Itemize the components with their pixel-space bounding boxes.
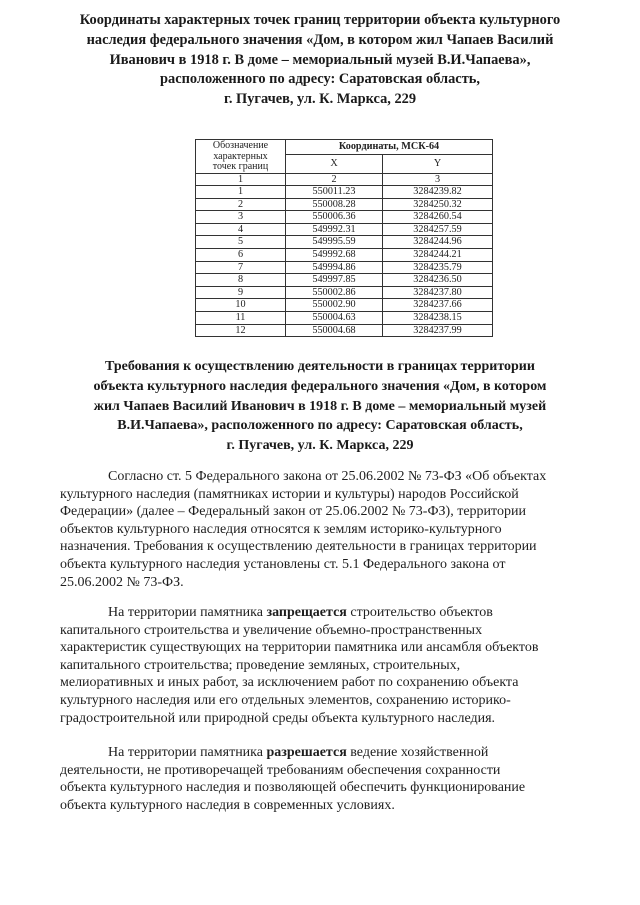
header-line: характерных bbox=[213, 150, 268, 162]
table-row bbox=[196, 286, 493, 299]
table-row bbox=[196, 299, 493, 312]
paragraph-line bbox=[60, 744, 600, 762]
point-cell: 8 bbox=[196, 274, 286, 287]
index-cell: 1 bbox=[196, 173, 286, 186]
point-cell: 5 bbox=[196, 236, 286, 249]
point-cell: 9 bbox=[196, 286, 286, 299]
title-line: г. Пугачев, ул. К. Маркса, 229 bbox=[226, 438, 414, 454]
x-cell: 550006.36 bbox=[286, 211, 383, 224]
permitted-paragraph bbox=[60, 744, 600, 814]
point-header bbox=[196, 140, 286, 174]
table-row bbox=[196, 186, 493, 199]
point-cell: 6 bbox=[196, 249, 286, 262]
paragraph-line: объекта культурного наследия и позволяющей обеспечить функционирование bbox=[60, 780, 526, 796]
prohibited-paragraph bbox=[60, 604, 600, 727]
y-cell: 3284237.80 bbox=[383, 286, 493, 299]
title-line: г. Пугачев, ул. К. Маркса, 229 bbox=[223, 91, 417, 108]
paragraph-line: деятельности, не противоречащей требованиям обеспечения сохранности bbox=[60, 762, 501, 778]
title-line: Иванович в 1918 г. В доме – мемориальный музей В.И.Чапаева», bbox=[109, 51, 531, 68]
prohibited-keyword: запрещается bbox=[266, 605, 347, 620]
permitted-keyword: разрешается bbox=[266, 745, 347, 760]
x-cell: 550002.86 bbox=[286, 286, 383, 299]
title-line: Координаты характерных точек границ территории объекта культурного bbox=[79, 12, 561, 28]
x-cell: 549992.68 bbox=[286, 249, 383, 262]
paragraph-line: назначения. Требования к осуществлению деятельности в границах территории bbox=[60, 539, 537, 555]
y-cell: 3284237.66 bbox=[383, 299, 493, 312]
x-cell: 549994.86 bbox=[286, 261, 383, 274]
title-line: В.И.Чапаева», расположенного по адресу: Саратовская область, bbox=[117, 418, 523, 434]
paragraph-line: культурного наследия или его отдельных элементов, сохранению историко- bbox=[60, 692, 511, 708]
text-span: ведение хозяйственной bbox=[346, 745, 489, 760]
index-cell: 3 bbox=[383, 173, 493, 186]
table-row bbox=[196, 236, 493, 249]
paragraph-line: культурного наследия (памятниках истории и культуры) народов Российской bbox=[60, 486, 519, 502]
index-cell: 2 bbox=[286, 173, 383, 186]
paragraph-line: 25.06.2002 № 73-ФЗ. bbox=[60, 574, 184, 590]
point-cell: 1 bbox=[196, 186, 286, 199]
title-line: наследия федерального значения «Дом, в котором жил Чапаев Василий bbox=[86, 31, 554, 48]
paragraph-line bbox=[60, 604, 600, 622]
table-row bbox=[196, 198, 493, 211]
law-paragraph bbox=[60, 468, 600, 591]
paragraph-line: Согласно ст. 5 Федерального закона от 25.06.2002 № 73-ФЗ «Об объектах bbox=[108, 469, 547, 484]
table-row bbox=[196, 324, 493, 337]
header-line: точек границ bbox=[212, 161, 269, 172]
table-row bbox=[196, 312, 493, 325]
y-cell: 3284257.59 bbox=[383, 223, 493, 236]
x-cell: 550004.68 bbox=[286, 324, 383, 337]
x-cell: 549995.59 bbox=[286, 236, 383, 249]
paragraph-line: объектов культурного наследия относятся к землям историко-культурного bbox=[60, 521, 502, 537]
title-line: Требования к осуществлению деятельности в границах территории bbox=[105, 359, 535, 374]
title-line: расположенного по адресу: Саратовская область, bbox=[160, 71, 480, 88]
x-cell: 549992.31 bbox=[286, 223, 383, 236]
y-cell: 3284238.15 bbox=[383, 312, 493, 325]
table-row bbox=[196, 261, 493, 274]
y-cell: 3284250.32 bbox=[383, 198, 493, 211]
y-cell: 3284237.99 bbox=[383, 324, 493, 337]
x-cell: 550011.23 bbox=[286, 186, 383, 199]
x-cell: 549997.85 bbox=[286, 274, 383, 287]
paragraph-line: Федерации» (далее – Федеральный закон от 25.06.2002 № 73-ФЗ), территории bbox=[60, 504, 526, 520]
point-cell: 4 bbox=[196, 223, 286, 236]
title-line: жил Чапаев Василий Иванович в 1918 г. В доме – мемориальный музей bbox=[93, 398, 547, 414]
x-header: X bbox=[286, 154, 383, 173]
paragraph-line: мелиоративных и иных работ, за исключением работ по сохранению объекта bbox=[60, 675, 519, 691]
coordinates-title bbox=[60, 11, 580, 110]
paragraph-line: объекта культурного наследия установлены ст. 5.1 Федерального закона от bbox=[60, 556, 506, 572]
text-span: На территории памятника bbox=[108, 745, 267, 760]
title-line: объекта культурного наследия федерального значения «Дом, в котором bbox=[93, 378, 547, 394]
table-row bbox=[196, 249, 493, 262]
point-cell: 10 bbox=[196, 299, 286, 312]
y-cell: 3284235.79 bbox=[383, 261, 493, 274]
paragraph-line: характеристик существующих на территории памятника или ансамбля объектов bbox=[60, 640, 539, 656]
point-cell: 3 bbox=[196, 211, 286, 224]
coords-header: Координаты, МСК-64 bbox=[286, 140, 493, 155]
y-cell: 3284260.54 bbox=[383, 211, 493, 224]
x-cell: 550008.28 bbox=[286, 198, 383, 211]
coordinates-table bbox=[195, 139, 493, 337]
paragraph-line: градостроительной или природной среды объекта культурного наследия. bbox=[60, 710, 496, 726]
point-cell: 11 bbox=[196, 312, 286, 325]
requirements-title bbox=[60, 357, 580, 456]
y-cell: 3284239.82 bbox=[383, 186, 493, 199]
table-row bbox=[196, 211, 493, 224]
header-line: Обозначение bbox=[212, 140, 269, 151]
y-header: Y bbox=[383, 154, 493, 173]
paragraph-line: объекта культурного наследия в современных условиях. bbox=[60, 797, 395, 813]
point-cell: 12 bbox=[196, 324, 286, 337]
paragraph-line: капитального строительства; проведение земляных, строительных, bbox=[60, 657, 461, 673]
text-span: На территории памятника bbox=[108, 605, 267, 620]
paragraph-line: капитального строительства и увеличение объемно-пространственных bbox=[60, 622, 483, 638]
table-row bbox=[196, 223, 493, 236]
y-cell: 3284244.21 bbox=[383, 249, 493, 262]
text-span: строительство объектов bbox=[346, 605, 493, 620]
y-cell: 3284244.96 bbox=[383, 236, 493, 249]
point-cell: 7 bbox=[196, 261, 286, 274]
point-cell: 2 bbox=[196, 198, 286, 211]
y-cell: 3284236.50 bbox=[383, 274, 493, 287]
x-cell: 550004.63 bbox=[286, 312, 383, 325]
x-cell: 550002.90 bbox=[286, 299, 383, 312]
table-row bbox=[196, 274, 493, 287]
